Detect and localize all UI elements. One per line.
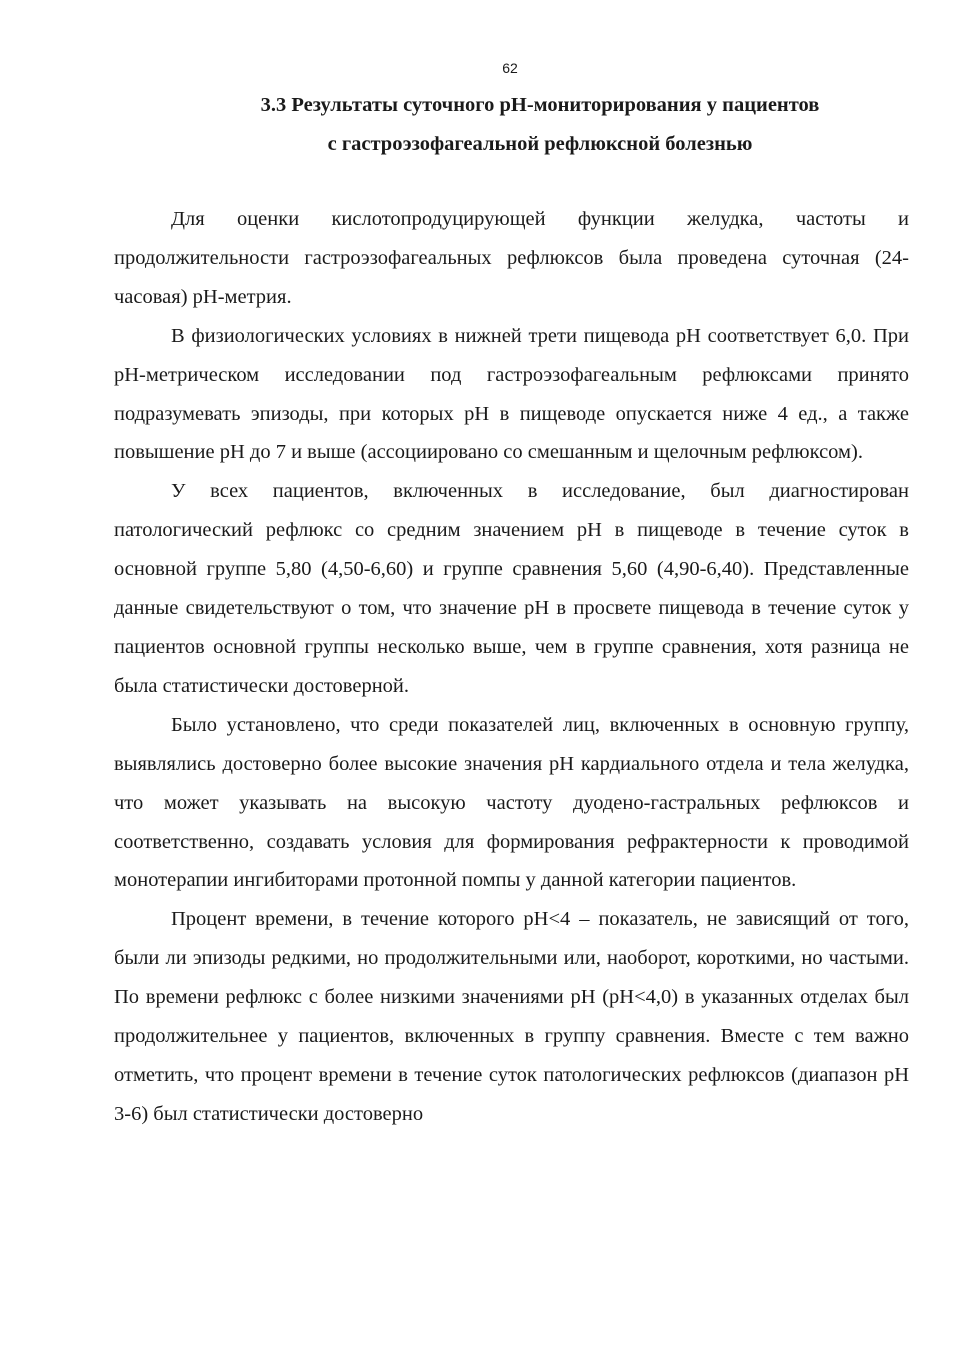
paragraph: Процент времени, в течение которого рН<4 – показатель, не зависящий от того, были ли эпизоды редкими, но продолжительными или, наоборот, короткими, но частыми. По времени рефлюкс с более низкими значениями рН (рН<4,0) в указанных отделах был продолжительнее у пациентов, включенных в группу сравнения. Вместе с тем важно отметить, что процент времени в течение суток патологических рефлюксов (диапазон рН 3-6) был статистически достоверно: [114, 908, 909, 1125]
page-number: 62: [502, 60, 518, 76]
section-title-line-1: 3.3 Результаты суточного рН-мониторирования у пациентов: [260, 94, 820, 116]
section-title: [180, 86, 900, 164]
paragraph: Для оценки кислотопродуцирующей функции желудка, частоты и продолжительности гастроэзофагеальных рефлюксов была проведена суточная (24-часовая) рН-метрия.: [114, 208, 909, 308]
paragraph: У всех пациентов, включенных в исследование, был диагностирован патологический рефлюкс со средним значением рН в пищеводе в течение суток в основной группе 5,80 (4,50-6,60) и группе сравнения 5,60 (4,90-6,40). Представленные данные свидетельствуют о том, что значение рН в просвете пищевода в течение суток у пациентов основной группы несколько выше, чем в группе сравнения, хотя разница не была статистически достоверной.: [114, 480, 909, 697]
body-text: [114, 200, 909, 1134]
paragraph: Было установлено, что среди показателей лиц, включенных в основную группу, выявлялись достоверно более высокие значения рН кардиального отдела и тела желудка, что может указывать на высокую частоту дуодено-гастральных рефлюксов и соответственно, создавать условия для формирования рефрактерности к проводимой монотерапии ингибиторами протонной помпы у данной категории пациентов.: [114, 713, 909, 892]
paragraph: В физиологических условиях в нижней трети пищевода рН соответствует 6,0. При рН-метрическом исследовании под гастроэзофагеальным рефлюксами принято подразумевать эпизоды, при которых рН в пищеводе опускается ниже 4 ед., а также повышение рН до 7 и выше (ассоциировано со смешанным и щелочным рефлюксом).: [114, 324, 909, 464]
section-title-line-2: с гастроэзофагеальной рефлюксной болезнью: [327, 133, 753, 155]
